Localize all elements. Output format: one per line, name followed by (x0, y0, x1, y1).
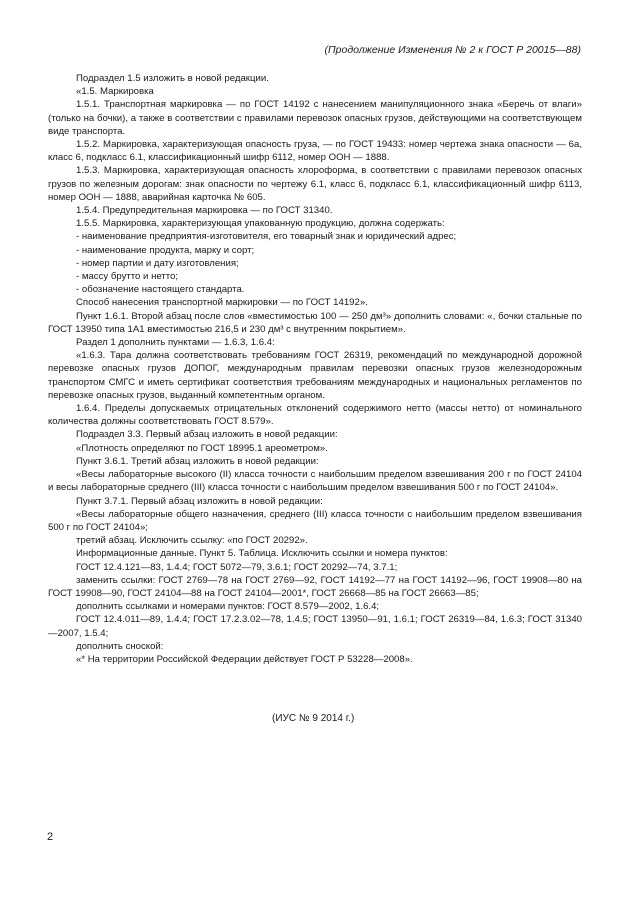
paragraph: третий абзац. Исключить ссылку: «по ГОСТ 20292». (76, 535, 308, 547)
source-reference: (ИУС № 9 2014 г.) (272, 713, 355, 724)
paragraph: 1.5.1. Транспортная маркировка — по ГОСТ 14192 с нанесением манипуляционного знака «Беречь от влаги» (только на бочки), а также в соответствии с правилами перевозок опасных грузов, действующими на соответствующем виде транспорта. (48, 99, 582, 137)
list-item: - наименование продукта, марку и сорт; (76, 244, 255, 256)
list-item: - массу брутто и нетто; (76, 271, 179, 283)
paragraph: 1.5.5. Маркировка, характеризующая упакованную продукцию, должна содержать: (76, 218, 445, 230)
paragraph: заменить ссылки: ГОСТ 2769—78 на ГОСТ 2769—92, ГОСТ 14192—77 на ГОСТ 14192—96, ГОСТ 19908—80 на ГОСТ 19908—90, ГОСТ 24104—88 на ГОСТ 24104—2001*, ГОСТ 26668—85 на ГОСТ 26663—85; (48, 574, 582, 599)
list-item: - номер партии и дату изготовления; (76, 257, 239, 269)
paragraph: ГОСТ 12.4.121—83, 1.4.4; ГОСТ 5072—79, 3.6.1; ГОСТ 20292—74, 3.7.1; (76, 561, 398, 573)
paragraph: дополнить ссылками и номерами пунктов: ГОСТ 8.579—2002, 1.6.4; (76, 601, 380, 613)
page-number: 2 (47, 831, 54, 843)
document-header: (Продолжение Изменения № 2 к ГОСТ Р 20015—88) (324, 44, 581, 56)
paragraph: Пункт 1.6.1. Второй абзац после слов «вместимостью 100 — 250 дм³» дополнить словами: «, бочки стальные по ГОСТ 13950 типа 1А1 вместимостью 216,5 и 230 дм³ с внутренним покрытием». (48, 310, 582, 335)
paragraph: 1.5.2. Маркировка, характеризующая опасность груза, — по ГОСТ 19433: номер чертежа знака опасности — 6а, класс 6, подкласс 6.1, классификационный шифр 6112, номер ООН — 1888. (48, 139, 582, 164)
marking-list (48, 230, 582, 296)
list-item: - обозначение настоящего стандарта. (76, 284, 245, 296)
paragraph: Подраздел 3.3. Первый абзац изложить в новой редакции: (76, 429, 338, 441)
paragraph: «Плотность определяют по ГОСТ 18995.1 ареометром». (76, 442, 328, 454)
paragraph: «1.6.3. Тара должна соответствовать требованиям ГОСТ 26319, рекомендаций по международной дорожной перевозке опасных грузов ДОПОГ, международным правилам перевозки опасных грузов железнодорожным транспортом СМГС и иметь сертификат соответствия требованиям международных и национальных регламентов по перевозке опасных грузов, выданный компетентным органом. (48, 350, 582, 401)
document-body (48, 72, 582, 666)
paragraph: Подраздел 1.5 изложить в новой редакции. (76, 73, 269, 84)
paragraph: ГОСТ 12.4.011—89, 1.4.4; ГОСТ 17.2.3.02—78, 1.4.5; ГОСТ 13950—91, 1.6.1; ГОСТ 26319—84, 1.6.3; ГОСТ 31340—2007, 1.5.4; (48, 614, 582, 639)
paragraph: Пункт 3.6.1. Третий абзац изложить в новой редакции: (76, 455, 319, 467)
paragraph: Способ нанесения транспортной маркировки — по ГОСТ 14192». (76, 297, 368, 309)
paragraph: «Весы лабораторные общего назначения, среднего (III) класса точности с наибольшим пределом взвешивания 500 г по ГОСТ 24104»; (48, 508, 582, 533)
paragraph: «1.5. Маркировка (76, 86, 154, 98)
paragraph: Информационные данные. Пункт 5. Таблица. Исключить ссылки и номера пунктов: (76, 548, 448, 560)
paragraph: Раздел 1 дополнить пунктами — 1.6.3, 1.6.4: (76, 337, 275, 349)
footnote: «* На территории Российской Федерации действует ГОСТ Р 53228—2008». (76, 653, 413, 665)
paragraph: «Весы лабораторные высокого (II) класса точности с наибольшим пределом взвешивания 200 г по ГОСТ 24104 и весы лабораторные среднего (III) класса точности с наибольшим пределом взвешивания 500 г по ГОСТ 24104». (48, 469, 582, 494)
paragraph: 1.6.4. Пределы допускаемых отрицательных отклонений содержимого нетто (массы нетто) от номинального количества должны соответствовать ГОСТ 8.579». (48, 403, 582, 428)
paragraph: дополнить сноской: (76, 640, 164, 652)
paragraph: 1.5.3. Маркировка, характеризующая опасность хлороформа, в соответствии с правилами перевозок опасных грузов по железным дорогам: знак опасности по чертежу 6.1, класс 6, подкласс 6.1, классификационный шифр 6113, номер ООН — 1888, аварийная карточка № 605. (48, 165, 582, 203)
list-item: - наименование предприятия-изготовителя, его товарный знак и юридический адрес; (76, 231, 457, 243)
paragraph: Пункт 3.7.1. Первый абзац изложить в новой редакции: (76, 495, 323, 507)
paragraph: 1.5.4. Предупредительная маркировка — по ГОСТ 31340. (76, 205, 333, 217)
